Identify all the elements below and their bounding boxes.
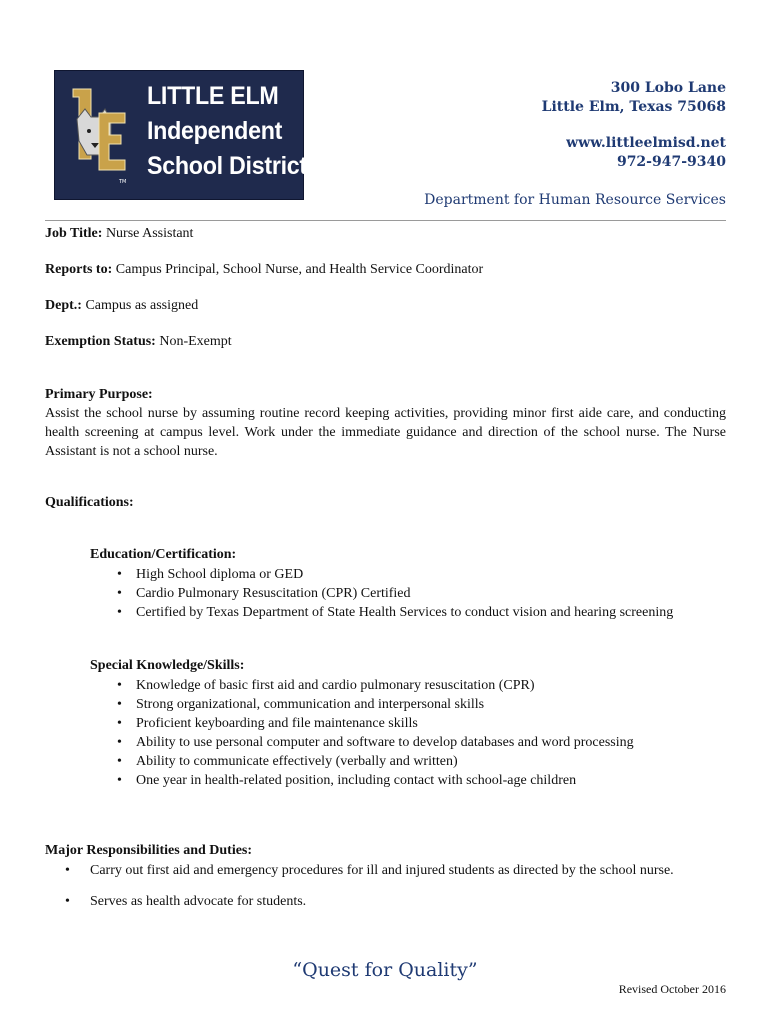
address-website[interactable]: www.littleelmisd.net [566,135,726,151]
address-city: Little Elm, Texas 75068 [541,99,726,115]
skills-heading: Special Knowledge/Skills: [90,658,245,673]
duties-list [62,861,674,880]
education-list [116,565,673,622]
qualifications-heading [45,495,134,511]
list-item: • High School diploma or GED [116,565,673,584]
list-item: • Carry out first aid and emergency procedures for ill and injured students as directed by the school nurse. [62,861,674,880]
job-title-row [45,226,193,242]
primary-purpose-heading [45,387,153,403]
list-item: • Certified by Texas Department of State Health Services to conduct vision and hearing screening [116,603,673,622]
header-divider [45,220,726,221]
wolf-le-emblem-icon [67,85,129,189]
qualifications-heading-text: Qualifications: [45,495,134,510]
list-item: • Knowledge of basic first aid and cardio pulmonary resuscitation (CPR) [116,676,634,695]
skills-list [116,676,634,790]
logo-line-1: LITTLE ELM [147,82,279,110]
duties-heading-text: Major Responsibilities and Duties: [45,843,253,858]
job-title-label: Job Title: [45,226,103,241]
list-item: • Ability to communicate effectively (verbally and written) [116,752,634,771]
exemption-label: Exemption Status: [45,334,156,349]
logo-line-2: Independent [147,117,283,145]
department-name: Department for Human Resource Services [424,192,726,208]
list-item: • Strong organizational, communication and interpersonal skills [116,695,634,714]
duties-heading [45,843,252,859]
district-address [542,79,726,172]
reports-to-row [45,262,483,278]
duties-list-continued [62,892,306,911]
dept-row [45,298,198,314]
list-item: • Proficient keyboarding and file maintenance skills [116,714,634,733]
dept-label: Dept.: [45,298,82,313]
list-item: • Serves as health advocate for students. [62,892,306,911]
list-item: • One year in health-related position, including contact with school-age children [116,771,634,790]
job-title-value: Nurse Assistant [102,226,194,241]
education-heading: Education/Certification: [90,547,237,562]
primary-purpose-text: Assist the school nurse by assuming routine record keeping activities, providing minor first aide care, and conducting health screening at campus level. Work under the immediate guidance and direction of the school nurse. The Nurse Assistant is not a school nurse. [45,406,726,459]
logo-line-3: School District [147,152,307,180]
svg-text:TM: TM [119,179,127,185]
revision-date: Revised October 2016 [618,982,726,996]
logo-wordmark [147,79,307,184]
address-street: 300 Lobo Lane [610,80,726,96]
list-item: • Cardio Pulmonary Resuscitation (CPR) Certified [116,584,673,603]
reports-to-value: Campus Principal, School Nurse, and Health Service Coordinator [112,262,484,277]
exemption-value: Non-Exempt [155,334,232,349]
list-item: • Ability to use personal computer and software to develop databases and word processing [116,733,634,752]
primary-purpose-heading-text: Primary Purpose: [45,387,153,402]
address-phone: 972-947-9340 [616,154,726,170]
dept-value: Campus as assigned [81,298,199,313]
district-logo [54,70,307,200]
footer-motto: “Quest for Quality” [292,959,478,981]
exemption-row [45,334,232,350]
reports-to-label: Reports to: [45,262,113,277]
